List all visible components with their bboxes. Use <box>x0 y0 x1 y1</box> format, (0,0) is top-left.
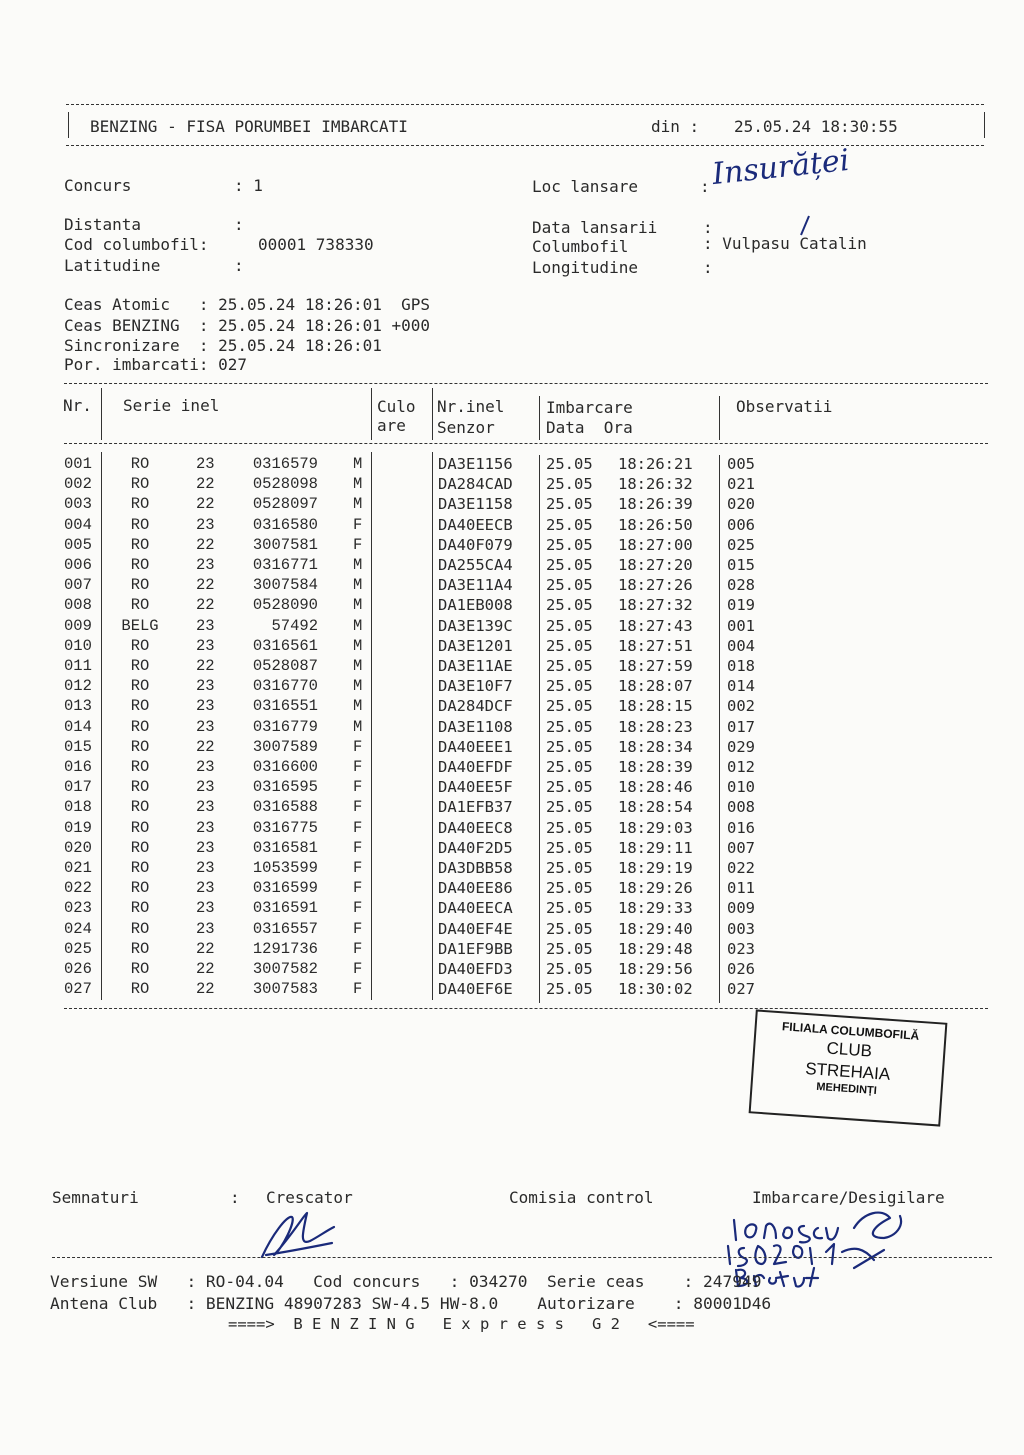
row-country: RO <box>130 455 150 473</box>
row-sensor: DA1EF9BB <box>438 939 513 958</box>
row-country: RO <box>130 495 150 514</box>
row-year: 23 <box>196 859 215 877</box>
row-sex: M <box>353 596 363 615</box>
row-country: RO <box>130 515 150 534</box>
club-stamp: FILIALA COLUMBOFILĂ CLUB STREHAIA MEHEDINȚI <box>749 1009 948 1126</box>
row-country: RO <box>130 556 150 574</box>
date-label: din : <box>651 117 700 136</box>
row-ring-number: 3007584 <box>252 576 318 595</box>
row-year: 22 <box>196 980 215 999</box>
row-year: 23 <box>196 879 215 898</box>
col-header-nrinel-2: Senzor <box>437 418 495 437</box>
row-sensor: DA40EECA <box>438 899 513 918</box>
row-sensor: DA3E11A4 <box>438 576 513 595</box>
row-time: 18:26:21 <box>618 455 693 473</box>
columbofil-value: : Vulpasu Catalin <box>703 234 867 253</box>
sincronizare: Sincronizare : 25.05.24 18:26:01 <box>64 336 382 355</box>
row-sensor: DA40EEC8 <box>438 818 513 837</box>
row-nr: 017 <box>64 778 92 797</box>
row-observation: 025 <box>727 535 755 554</box>
row-observation: 026 <box>727 960 755 978</box>
row-date: 25.05 <box>546 818 593 837</box>
row-time: 18:28:23 <box>618 717 693 736</box>
row-sex: M <box>353 616 363 635</box>
row-year: 22 <box>196 576 215 595</box>
document-title: BENZING - FISA PORUMBEI IMBARCATI <box>90 117 408 136</box>
row-nr: 016 <box>64 758 92 776</box>
row-ring-number: 0316599 <box>252 879 318 898</box>
row-ring-number: 0316551 <box>252 697 318 716</box>
row-nr: 006 <box>64 556 92 574</box>
row-date: 25.05 <box>546 899 593 918</box>
row-sex: M <box>353 717 363 736</box>
row-sensor: DA3E1108 <box>438 717 513 736</box>
row-observation: 016 <box>727 818 755 837</box>
row-observation: 021 <box>727 475 755 494</box>
row-time: 18:28:15 <box>618 697 693 716</box>
row-sensor: DA40EF4E <box>438 919 513 938</box>
row-observation: 015 <box>727 556 755 574</box>
row-ring-number: 0316775 <box>252 818 318 837</box>
row-date: 25.05 <box>546 515 593 534</box>
row-sex: F <box>353 535 363 554</box>
row-time: 18:27:32 <box>618 596 693 615</box>
row-ring-number: 0316561 <box>252 636 318 655</box>
row-ring-number: 0316771 <box>252 556 318 574</box>
row-sex: F <box>353 758 363 776</box>
row-ring-number: 0316600 <box>252 758 318 776</box>
row-nr: 023 <box>64 899 92 918</box>
row-ring-number: 0316588 <box>252 798 318 817</box>
row-year: 22 <box>196 737 215 756</box>
row-country: RO <box>130 798 150 817</box>
row-ring-number: 0528090 <box>252 596 318 615</box>
row-time: 18:27:00 <box>618 535 693 554</box>
row-nr: 003 <box>64 495 92 514</box>
row-nr: 019 <box>64 818 92 837</box>
row-year: 22 <box>196 596 215 615</box>
row-time: 18:27:51 <box>618 636 693 655</box>
row-time: 18:26:32 <box>618 475 693 494</box>
row-sex: F <box>353 818 363 837</box>
header-left-border <box>68 112 69 138</box>
row-time: 18:26:39 <box>618 495 693 514</box>
col-header-observatii: Observatii <box>736 397 833 416</box>
row-country: RO <box>130 758 150 776</box>
row-country: RO <box>130 717 150 736</box>
row-year: 23 <box>196 636 215 655</box>
row-sensor: DA3E10F7 <box>438 677 513 696</box>
row-date: 25.05 <box>546 939 593 958</box>
data-lansarii-value: : <box>703 218 713 237</box>
row-observation: 023 <box>727 939 755 958</box>
benzing-brand-line: ====> B E N Z I N G E x p r e s s G 2 <==== <box>228 1315 695 1333</box>
row-date: 25.05 <box>546 919 593 938</box>
row-ring-number: 1291736 <box>252 939 318 958</box>
row-ring-number: 1053599 <box>252 859 318 877</box>
row-country: RO <box>130 596 150 615</box>
row-nr: 002 <box>64 475 92 494</box>
row-nr: 014 <box>64 717 92 736</box>
row-country: RO <box>130 737 150 756</box>
row-country: RO <box>130 960 150 978</box>
row-nr: 011 <box>64 657 92 675</box>
row-date: 25.05 <box>546 677 593 696</box>
row-observation: 007 <box>727 838 755 857</box>
row-country: RO <box>130 677 150 696</box>
loc-lansare-label: Loc lansare <box>532 177 638 196</box>
row-nr: 021 <box>64 859 92 877</box>
concurs-value: : 1 <box>234 176 263 195</box>
row-ring-number: 3007589 <box>252 737 318 756</box>
row-observation: 017 <box>727 717 755 736</box>
row-date: 25.05 <box>546 960 593 978</box>
row-country: RO <box>130 475 150 494</box>
row-nr: 024 <box>64 919 92 938</box>
row-country: RO <box>130 859 150 877</box>
row-date: 25.05 <box>546 596 593 615</box>
row-date: 25.05 <box>546 576 593 595</box>
footer-separator <box>52 1257 992 1258</box>
row-sensor: DA3E1156 <box>438 455 513 473</box>
row-year: 23 <box>196 818 215 837</box>
row-observation: 014 <box>727 677 755 696</box>
data-lansarii-label: Data lansarii <box>532 218 658 237</box>
comisia-control-label: Comisia control <box>509 1188 654 1207</box>
row-year: 22 <box>196 495 215 514</box>
row-sex: F <box>353 960 363 978</box>
row-year: 23 <box>196 697 215 716</box>
row-sensor: DA40EE5F <box>438 778 513 797</box>
row-country: RO <box>130 980 150 999</box>
row-nr: 018 <box>64 798 92 817</box>
row-ring-number: 0316580 <box>252 515 318 534</box>
row-sensor: DA40EF6E <box>438 980 513 999</box>
row-sex: M <box>353 495 363 514</box>
row-observation: 006 <box>727 515 755 534</box>
row-ring-number: 3007581 <box>252 535 318 554</box>
row-sensor: DA3E11AE <box>438 657 513 675</box>
row-year: 23 <box>196 798 215 817</box>
row-sex: M <box>353 677 363 696</box>
row-observation: 005 <box>727 455 755 473</box>
row-time: 18:27:43 <box>618 616 693 635</box>
row-observation: 001 <box>727 616 755 635</box>
row-year: 22 <box>196 939 215 958</box>
row-date: 25.05 <box>546 798 593 817</box>
row-country: RO <box>130 778 150 797</box>
row-sex: M <box>353 697 363 716</box>
row-date: 25.05 <box>546 475 593 494</box>
row-sensor: DA3E1158 <box>438 495 513 514</box>
row-year: 23 <box>196 616 215 635</box>
distanta-value: : <box>234 215 244 234</box>
cod-columbofil-label: Cod columbofil: <box>64 235 209 254</box>
row-ring-number: 0316595 <box>252 778 318 797</box>
col-header-serie: Serie inel <box>123 396 220 415</box>
row-ring-number: 0528098 <box>252 475 318 494</box>
row-sex: F <box>353 515 363 534</box>
row-nr: 005 <box>64 535 92 554</box>
row-observation: 022 <box>727 859 755 877</box>
row-observation: 011 <box>727 879 755 898</box>
row-date: 25.05 <box>546 556 593 574</box>
row-time: 18:29:03 <box>618 818 693 837</box>
row-observation: 020 <box>727 495 755 514</box>
row-time: 18:26:50 <box>618 515 693 534</box>
row-sensor: DA40EFD3 <box>438 960 513 978</box>
row-date: 25.05 <box>546 657 593 675</box>
row-sex: M <box>353 556 363 574</box>
row-date: 25.05 <box>546 717 593 736</box>
row-date: 25.05 <box>546 778 593 797</box>
row-year: 22 <box>196 960 215 978</box>
row-date: 25.05 <box>546 980 593 999</box>
row-nr: 022 <box>64 879 92 898</box>
row-country: RO <box>130 939 150 958</box>
latitudine-value: : <box>234 256 244 275</box>
row-year: 23 <box>196 758 215 776</box>
row-time: 18:28:34 <box>618 737 693 756</box>
row-sex: F <box>353 737 363 756</box>
row-sensor: DA3E1201 <box>438 636 513 655</box>
row-sex: F <box>353 859 363 877</box>
row-nr: 013 <box>64 697 92 716</box>
row-observation: 029 <box>727 737 755 756</box>
row-sex: F <box>353 899 363 918</box>
row-observation: 009 <box>727 899 755 918</box>
row-ring-number: 3007583 <box>252 980 318 999</box>
row-date: 25.05 <box>546 758 593 776</box>
row-time: 18:27:20 <box>618 556 693 574</box>
row-ring-number: 0316591 <box>252 899 318 918</box>
row-country: RO <box>130 919 150 938</box>
row-ring-number: 57492 <box>271 616 318 635</box>
row-observation: 028 <box>727 576 755 595</box>
row-ring-number: 0316581 <box>252 838 318 857</box>
row-sensor: DA40F079 <box>438 535 513 554</box>
row-date: 25.05 <box>546 737 593 756</box>
row-date: 25.05 <box>546 697 593 716</box>
row-time: 18:28:54 <box>618 798 693 817</box>
crescator-label: Crescator <box>266 1188 353 1207</box>
row-country: RO <box>130 636 150 655</box>
antena-club-line: Antena Club : BENZING 48907283 SW-4.5 HW-8.0 Autorizare : 80001D46 <box>50 1294 772 1313</box>
row-year: 23 <box>196 919 215 938</box>
row-sensor: DA255CA4 <box>438 556 513 574</box>
row-sensor: DA3DBB58 <box>438 859 513 877</box>
row-sensor: DA40EE86 <box>438 879 513 898</box>
row-ring-number: 0528097 <box>252 495 318 514</box>
row-sex: F <box>353 778 363 797</box>
row-observation: 008 <box>727 798 755 817</box>
semnaturi-label: Semnaturi <box>52 1188 139 1207</box>
row-sensor: DA1EB008 <box>438 596 513 615</box>
row-nr: 027 <box>64 980 92 999</box>
row-nr: 012 <box>64 677 92 696</box>
row-year: 23 <box>196 778 215 797</box>
row-sex: F <box>353 879 363 898</box>
row-nr: 026 <box>64 960 92 978</box>
row-country: RO <box>130 697 150 716</box>
row-observation: 004 <box>727 636 755 655</box>
row-year: 23 <box>196 556 215 574</box>
row-nr: 007 <box>64 576 92 595</box>
row-time: 18:29:33 <box>618 899 693 918</box>
cod-columbofil-value: 00001 738330 <box>258 235 374 254</box>
col-header-imbarcare-1: Imbarcare <box>546 398 633 417</box>
row-country: RO <box>130 818 150 837</box>
longitudine-value: : <box>703 258 713 277</box>
col-header-nr: Nr. <box>63 396 92 415</box>
date-value: 25.05.24 18:30:55 <box>734 117 898 136</box>
header-right-border <box>984 112 985 138</box>
row-nr: 020 <box>64 838 92 857</box>
row-ring-number: 0316579 <box>252 455 318 473</box>
row-sensor: DA40F2D5 <box>438 838 513 857</box>
row-time: 18:29:26 <box>618 879 693 898</box>
row-ring-number: 0316779 <box>252 717 318 736</box>
header-top-border <box>66 104 984 105</box>
concurs-label: Concurs <box>64 176 132 195</box>
row-time: 18:29:56 <box>618 960 693 978</box>
ceas-benzing: Ceas BENZING : 25.05.24 18:26:01 +000 <box>64 316 431 335</box>
row-nr: 009 <box>64 616 92 635</box>
row-time: 18:30:02 <box>618 980 693 999</box>
row-date: 25.05 <box>546 616 593 635</box>
row-time: 18:28:39 <box>618 758 693 776</box>
row-ring-number: 0528087 <box>252 657 318 675</box>
row-nr: 001 <box>64 455 92 473</box>
row-time: 18:28:07 <box>618 677 693 696</box>
row-sensor: DA1EFB37 <box>438 798 513 817</box>
row-country: BELG <box>121 616 159 635</box>
row-sensor: DA284DCF <box>438 697 513 716</box>
row-ring-number: 0316770 <box>252 677 318 696</box>
row-country: RO <box>130 657 150 675</box>
row-observation: 012 <box>727 758 755 776</box>
row-nr: 025 <box>64 939 92 958</box>
row-sex: M <box>353 636 363 655</box>
row-date: 25.05 <box>546 636 593 655</box>
row-sensor: DA284CAD <box>438 475 513 494</box>
crescator-signature-icon <box>252 1205 342 1265</box>
row-observation: 002 <box>727 697 755 716</box>
table-header-separator <box>64 443 988 444</box>
row-time: 18:29:40 <box>618 919 693 938</box>
row-sex: M <box>353 576 363 595</box>
row-ring-number: 0316557 <box>252 919 318 938</box>
col-header-culoare-1: Culo <box>377 397 416 416</box>
row-date: 25.05 <box>546 838 593 857</box>
row-year: 23 <box>196 838 215 857</box>
row-sex: M <box>353 475 363 494</box>
row-year: 23 <box>196 677 215 696</box>
row-nr: 008 <box>64 596 92 615</box>
latitudine-label: Latitudine <box>64 256 161 275</box>
row-year: 22 <box>196 535 215 554</box>
row-nr: 015 <box>64 737 92 756</box>
row-country: RO <box>130 535 150 554</box>
row-observation: 018 <box>727 657 755 675</box>
row-year: 23 <box>196 515 215 534</box>
row-country: RO <box>130 576 150 595</box>
col-header-imbarcare-2: Data Ora <box>546 418 633 437</box>
row-country: RO <box>130 879 150 898</box>
row-date: 25.05 <box>546 495 593 514</box>
longitudine-label: Longitudine <box>532 258 638 277</box>
row-sensor: DA40EEE1 <box>438 737 513 756</box>
row-year: 23 <box>196 717 215 736</box>
row-year: 22 <box>196 475 215 494</box>
row-sex: M <box>353 455 363 473</box>
row-nr: 010 <box>64 636 92 655</box>
row-sensor: DA40EFDF <box>438 758 513 776</box>
row-sex: F <box>353 980 363 999</box>
row-ring-number: 3007582 <box>252 960 318 978</box>
row-nr: 004 <box>64 515 92 534</box>
row-observation: 010 <box>727 778 755 797</box>
col-header-nrinel-1: Nr.inel <box>437 397 505 416</box>
row-observation: 027 <box>727 980 755 999</box>
row-observation: 003 <box>727 919 755 938</box>
row-sex: F <box>353 838 363 857</box>
porumbei-imbarcati: Por. imbarcati: 027 <box>64 355 248 374</box>
table-bottom-border <box>64 1008 988 1009</box>
row-date: 25.05 <box>546 879 593 898</box>
row-sex: F <box>353 798 363 817</box>
ceas-atomic: Ceas Atomic : 25.05.24 18:26:01 GPS <box>64 295 431 314</box>
versiune-sw-line: Versiune SW : RO-04.04 Cod concurs : 034270 Serie ceas : 247949 <box>50 1272 762 1291</box>
row-time: 18:28:46 <box>618 778 693 797</box>
loc-lansare-handwritten: Insurăței <box>710 142 851 193</box>
row-year: 22 <box>196 657 215 675</box>
row-date: 25.05 <box>546 455 593 473</box>
row-sensor: DA40EECB <box>438 515 513 534</box>
columbofil-label: Columbofil <box>532 237 629 256</box>
row-sex: M <box>353 657 363 675</box>
imbarcare-desigilare-label: Imbarcare/Desigilare <box>752 1188 945 1207</box>
row-time: 18:29:19 <box>618 859 693 877</box>
row-observation: 019 <box>727 596 755 615</box>
row-country: RO <box>130 899 150 918</box>
col-header-culoare-2: are <box>377 416 406 435</box>
table-top-border <box>64 383 988 384</box>
row-time: 18:27:26 <box>618 576 693 595</box>
row-date: 25.05 <box>546 859 593 877</box>
row-time: 18:27:59 <box>618 657 693 675</box>
row-sex: F <box>353 939 363 958</box>
row-sex: F <box>353 919 363 938</box>
row-date: 25.05 <box>546 535 593 554</box>
distanta-label: Distanta <box>64 215 142 234</box>
row-year: 23 <box>196 899 215 918</box>
row-time: 18:29:48 <box>618 939 693 958</box>
row-year: 23 <box>196 455 215 473</box>
row-sensor: DA3E139C <box>438 616 513 635</box>
row-country: RO <box>130 838 150 857</box>
row-time: 18:29:11 <box>618 838 693 857</box>
